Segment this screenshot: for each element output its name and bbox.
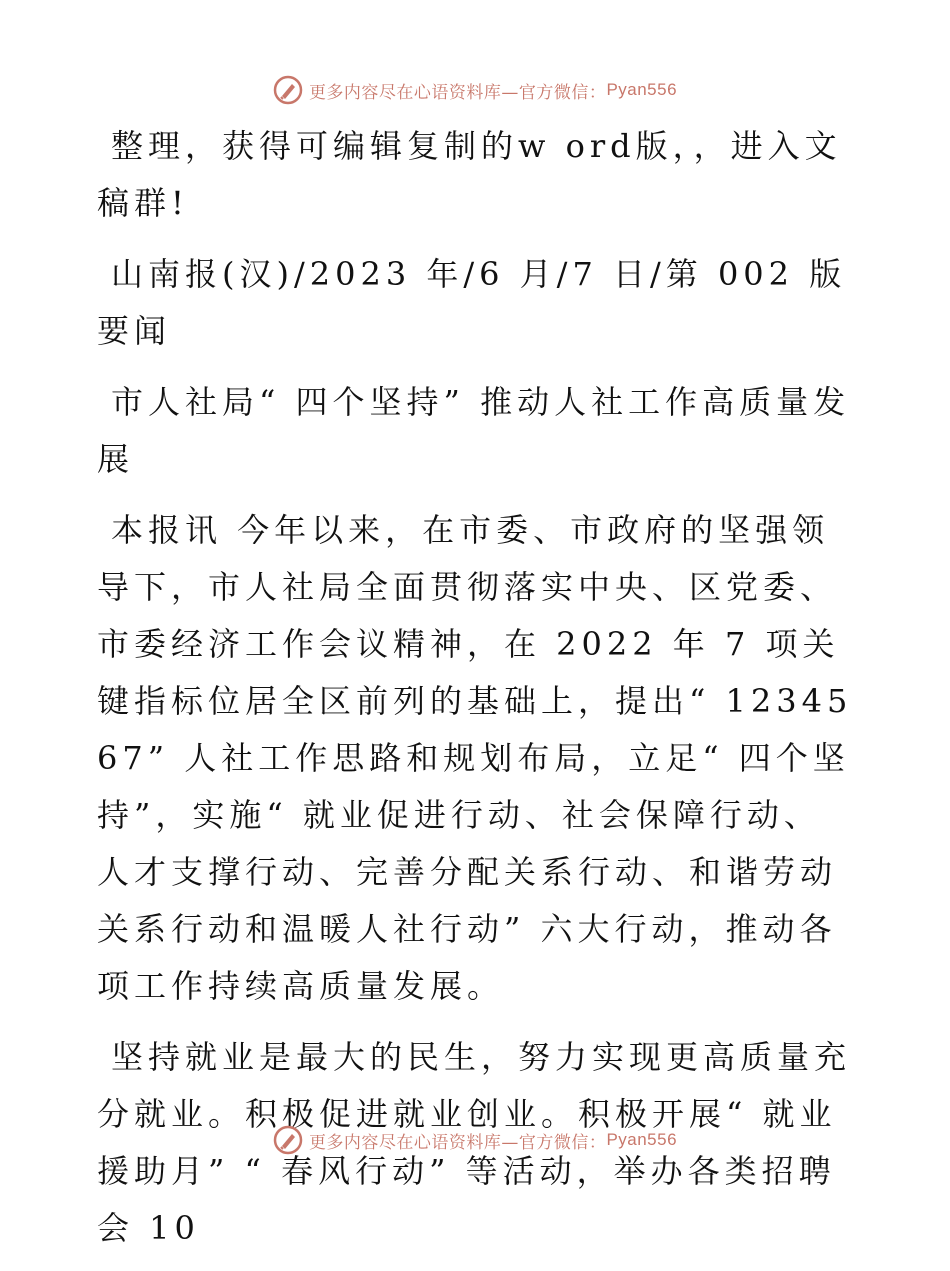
watermark-header	[0, 70, 950, 110]
article-paragraph-1: 本报讯 今年以来，在市委、市政府的坚强领导下，市人社局全面贯彻落实中央、区党委、市委经济工作会议精神，在 2022 年 7 项关键指标位居全区前列的基础上，提出“ 1234567” 人社工作思路和规划布局，立足“ 四个坚持”，实施“ 就业促进行动、社会保障行动、人才支撑行动、完善分配关系行动、和谐劳动关系行动和温暖人社行动” 六大行动，推动各项工作持续高质量发展。	[97, 511, 853, 1005]
watermark-wechat-id: Pyan556	[606, 1130, 678, 1149]
article-title: 市人社局“ 四个坚持” 推动人社工作高质量发展	[97, 383, 851, 478]
watermark-text: 更多内容尽在心语资料库—官方微信：	[308, 1132, 607, 1153]
pen-logo-icon	[273, 75, 303, 105]
intro-note: 整理，获得可编辑复制的w ord版，，进入文稿群!	[97, 127, 842, 222]
watermark-wechat-id: Pyan556	[606, 80, 678, 99]
article-paragraph-2: 坚持就业是最大的民生，努力实现更高质量充分就业。积极促进就业创业。积极开展“ 就业援助月” “ 春风行动” 等活动，举办各类招聘会 10	[97, 1038, 852, 1247]
source-line: 山南报(汉)/2023 年/6 月/7 日/第 002 版要闻	[97, 255, 847, 350]
watermark-footer	[0, 1120, 950, 1160]
pen-logo-icon	[273, 1125, 303, 1155]
document-body	[97, 118, 857, 1271]
watermark-text: 更多内容尽在心语资料库—官方微信：	[308, 82, 607, 103]
